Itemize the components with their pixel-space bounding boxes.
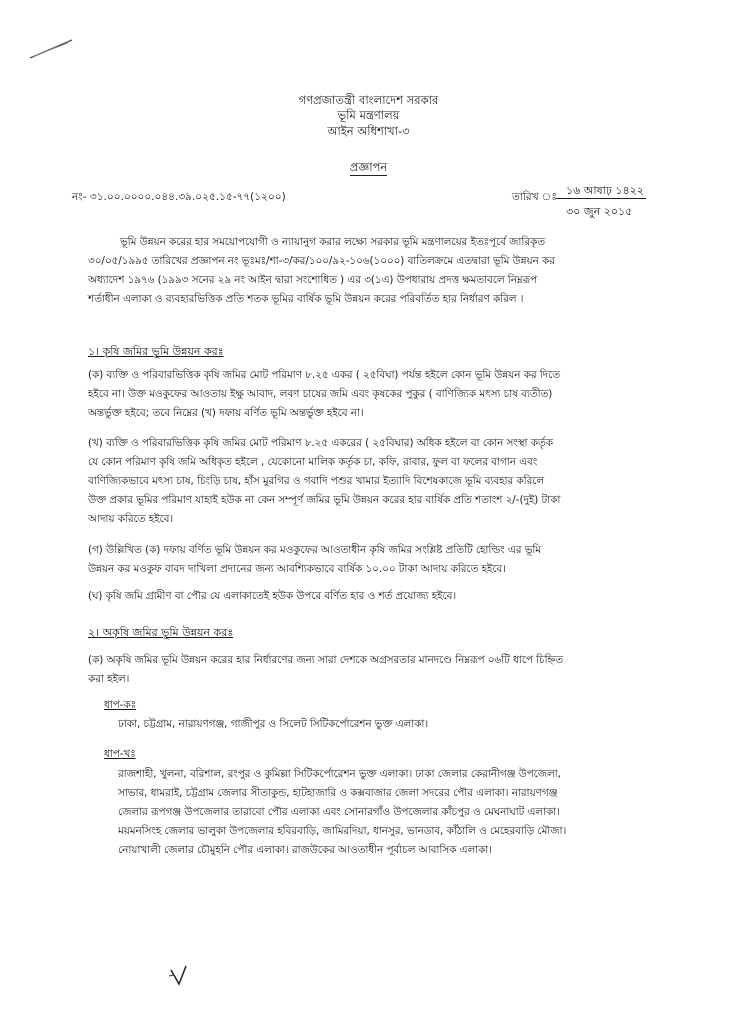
section-name: আইন অধিশাখা-৩ <box>327 124 410 138</box>
pen-mark-top-left <box>28 36 76 62</box>
step-kha-text <box>118 765 658 860</box>
step-line: জেলার রূপগঞ্জ উপজেলার তারাবো পৌর এলাকা এবং সোনারগাঁও উপজেলার কাঁচপুর ও মেঘনাঘাট এলাকা। <box>118 806 560 818</box>
section1-clause-ka <box>88 366 656 423</box>
clause-line: (ক) ব্যক্তি ও পরিবারভিত্তিক কৃষি জমির মোট পরিমাণ ৮.২৫ একর ( ২৫বিঘা) পর্যন্ত হইলে কোন ভূমি উন্নয়ন কর দিতে <box>88 369 561 381</box>
section1-clause-kha <box>88 434 656 529</box>
ministry-name: ভূমি মন্ত্রণালয় <box>337 108 400 122</box>
clause-line: অন্তর্ভুক্ত হইবে; তবে নিম্নের (খ) দফায় বর্ণিত ভূমি অন্তর্ভুক্ত হইবে না। <box>88 407 364 419</box>
section1-clause-gha: (ঘ) কৃষি জমি গ্রামীণ বা পৌর যে এলাকাতেই হউক উপরে বর্ণিত হার ও শর্ত প্রযোজ্য হইবে। <box>88 590 457 602</box>
intro-line: অধ্যাদেশ ১৯৭৬ (১৯৯৩ সনের ২৯ নং আইন দ্বারা সংশোধিত ) এর ৩(১এ) উপধারায় প্রদত্ত ক্ষমতাবলে নিম্নরূপ <box>88 274 538 286</box>
intro-line: ৩০/০৫/১৯৯৫ তারিখের প্রজ্ঞাপন নং ভূঃমঃ/শা-৩/কর/১০০/৯২-১০৬(১০০০) বাতিলক্রমে এতদ্বারা ভূমি উন্নয়ন কর <box>88 255 555 267</box>
step-kha-label: ধাপ-খঃ <box>104 748 136 760</box>
clause-line: উন্নয়ন কর মওকুফ বাবদ দাখিলা প্রদানের জন্য আবশ্যিকভাবে বার্ষিক ১০.০০ টাকা আদায় করিতে হইবে। <box>88 563 506 575</box>
step-line: সাভার, ধামরাই, চট্টগ্রাম জেলার সীতাকুন্ড, হাটহাজারি ও কক্সবাজার জেলা সদরের পৌর এলাকা। নারায়ণগঞ্জ <box>118 787 558 799</box>
clause-line: (খ) ব্যক্তি ও পরিবারভিত্তিক কৃষি জমির মোট পরিমাণ ৮.২৫ একরের ( ২৫বিঘার) অধিক হইলে বা কোন সংস্থা কর্তৃক <box>88 437 553 449</box>
step-line: রাজশাহী, খুলনা, বরিশাল, রংপুর ও কুমিল্লা সিটিকর্পোরেশন ভুক্ত এলাকা। ঢাকা জেলার কেরানীগঞ্জ উপজেলা, <box>118 768 561 780</box>
clause-line: উক্ত প্রকার ভূমির পরিমাণ যাহাই হউক না কেন সম্পূর্ণ জমির ভূমি উন্নয়ন করের হার বার্ষিক প্রতি শতাংশ ২/-(দুই) টাকা <box>88 494 561 506</box>
section2-clause-ka <box>88 651 656 689</box>
section1-clause-ga <box>88 541 656 579</box>
step-ka-label: ধাপ-কঃ <box>104 699 137 711</box>
date-bangla: ১৬ আষাঢ় ১৪২২ <box>566 184 644 197</box>
clause-line: করা হইল। <box>88 673 130 685</box>
clause-line: (ক) অকৃষি জমির ভূমি উন্নয়ন করের হার নির্ধারণের জন্য সারা দেশকে অগ্রসরতার মানদণ্ডে নিম্নরূপ ০৬টি ধাপে চিহ্নিত <box>88 654 563 666</box>
section1-title: ১। কৃষি জমির ভূমি উন্নয়ন করঃ <box>88 345 224 358</box>
date-divider <box>556 198 646 199</box>
clause-line: (গ) উল্লিখিত (ক) দফায় বর্ণিত ভূমি উন্নয়ন কর মওকুফের আওতাধীন কৃষি জমির সংশ্লিষ্ট প্রতিটি হোল্ডিং এর ভূমি <box>88 544 542 556</box>
clause-line: যে কোন পরিমাণ কৃষি জমি অধিকৃত হইলে , যেকোনো মালিক কর্তৃক চা, কফি, রাবার, ফুল বা ফলের বাগান এবং <box>88 456 538 468</box>
step-ka-text: ঢাকা, চট্টগ্রাম, নারায়ণগঞ্জ, গাজীপুর ও সিলেট সিটিকর্পোরেশন ভুক্ত এলাকা। <box>118 718 429 730</box>
date-label: তারিখ ঃ <box>512 191 557 203</box>
clause-line: হইবে না। উক্ত মওকুফের আওতায় ইক্ষু আবাদ, লবণ চাষের জমি এবং কৃষকের পুকুর ( বাণিজ্যিক মৎস্য চাষ ব্যতীত) <box>88 388 553 400</box>
step-line: নোয়াখালী জেলার চৌমুহনি পৌর এলাকা। রাজউকের আওতাধীন পূর্বাচল আবাসিক এলাকা। <box>118 844 492 856</box>
date-english: ৩০ জুন ২০১৫ <box>566 205 633 218</box>
clause-line: আদায় করিতে হইবে। <box>88 513 174 525</box>
notice-title: প্রজ্ঞাপন <box>349 160 388 174</box>
intro-paragraph <box>88 233 656 309</box>
intro-line: ভূমি উন্নয়ন করের হার সময়োপযোগী ও ন্যায়ানুগ করার লক্ষ্যে সরকার ভূমি মন্ত্রণালয়ের ইতঃপূর্বে জারিকৃত <box>120 236 545 248</box>
memo-number: নং- ৩১.০০.০০০০.০৪৪.৩৯.০২৫.১৫-৭৭(১২০০) <box>72 191 286 203</box>
section2-title: ২। অকৃষি জমির ভূমি উন্নয়ন করঃ <box>88 626 234 639</box>
clause-line: বাণিজ্যিকভাবে মৎস্য চাষ, চিংড়ি চাষ, হাঁস মুরগির ও গবাদি পশুর খামার ইত্যাদি বিশেষকাজে ভূমি ব্যবহার করিলে <box>88 475 545 487</box>
handwritten-check-mark <box>168 964 190 988</box>
step-line: ময়মনসিংহ জেলার ভালুকা উপজেলার হবিরবাড়ি, জামিরদিয়া, ধানসুর, ভানডাব, কাঁঠালি ও মেহেরবাড়ি মৌজা। <box>118 825 567 837</box>
intro-line: শর্তাধীন এলাকা ও ব্যবহারভিত্তিক প্রতি শতক ভূমির বার্ষিক ভূমি উন্নয়ন করের পরিবর্তিত হার নির্ধারণ করিল । <box>88 293 524 305</box>
gov-name: গণপ্রজাতন্ত্রী বাংলাদেশ সরকার <box>298 93 439 107</box>
